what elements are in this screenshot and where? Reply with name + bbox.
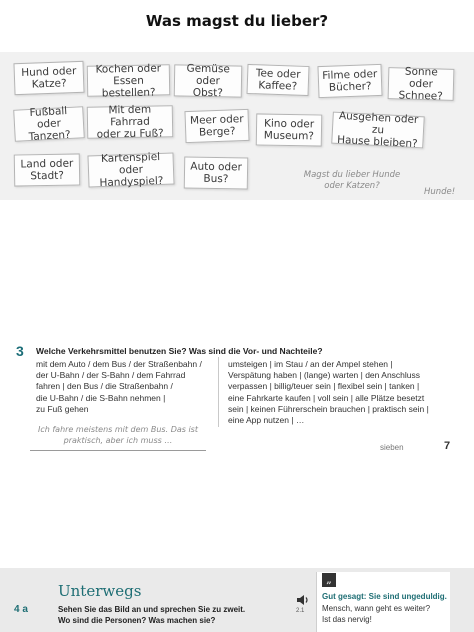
example-question: Magst du lieber Hunde oder Katzen? bbox=[303, 170, 401, 191]
audio-track-number: 2.1 bbox=[296, 608, 305, 614]
question-card: Kino oder Museum? bbox=[256, 113, 323, 146]
question-card: Tee oder Kaffee? bbox=[246, 64, 309, 96]
gut-gesagt-title: Gut gesagt: Sie sind ungeduldig. bbox=[322, 592, 447, 601]
exercise-3-number: 3 bbox=[16, 343, 24, 359]
transport-options: mit dem Auto / dem Bus / der Straßenbahn / der U-Bahn / der S-Bahn / dem Fahrrad fahren | den Bus / die Straßenbahn / die U-Bahn / die S-Bahn nehmen | zu Fuß gehen bbox=[36, 359, 202, 414]
speech-bubble-line bbox=[30, 450, 206, 451]
exercise-3-question: Welche Verkehrsmittel benutzen Sie? Was sind die Vor- und Nachteile? bbox=[36, 346, 323, 356]
example-answer-bubble: Ich fahre meistens mit dem Bus. Das ist praktisch, aber ich muss … bbox=[37, 425, 198, 445]
question-card: Auto oder Bus? bbox=[184, 156, 249, 189]
example-answer: Hunde! bbox=[424, 187, 456, 197]
exercise-4a-text: Sehen Sie das Bild an und sprechen Sie zu zweit. Wo sind die Personen? Was machen sie? bbox=[58, 605, 246, 625]
question-card: Fußball oder Tanzen? bbox=[13, 106, 85, 142]
question-card: Meer oder Berge? bbox=[184, 109, 249, 143]
question-card: Kartenspiel oder Handyspiel? bbox=[87, 153, 174, 188]
page-number-word: sieben bbox=[380, 443, 404, 452]
quote-icon: „ bbox=[322, 573, 336, 587]
question-card: Hund oder Katze? bbox=[13, 61, 84, 95]
pros-cons-options: umsteigen | im Stau / an der Ampel stehen | Verspätung haben | (lange) warten | den Anschluss verpassen | billig/teuer sein | flexibel sein | tanken | eine Fahrkarte kaufen | voll sein | alle Plätze besetzt sein | keinen Führerschein brauchen | praktisch sein | eine App nutzen | … bbox=[228, 359, 429, 426]
page-title: Was magst du lieber? bbox=[145, 12, 329, 30]
speaker-icon[interactable] bbox=[296, 594, 310, 606]
exercise-4a-label: 4 a bbox=[14, 604, 28, 615]
question-card: Land oder Stadt? bbox=[14, 153, 81, 186]
question-card: Filme oder Bücher? bbox=[317, 64, 382, 98]
gut-gesagt-text: Mensch, wann geht es weiter? Ist das nervig! bbox=[322, 604, 431, 624]
question-card: Gemüse oder Obst? bbox=[174, 64, 243, 97]
unit-title: Unterwegs bbox=[58, 582, 142, 600]
question-card: Ausgehen oder zu Hause bleiben? bbox=[331, 112, 425, 149]
page-number: 7 bbox=[444, 440, 451, 452]
question-card: Sonne oder Schnee? bbox=[388, 67, 455, 101]
question-card: Mit dem Fahrrad oder zu Fuß? bbox=[87, 105, 174, 138]
question-card: Kochen oder Essen bestellen? bbox=[87, 64, 171, 96]
column-divider bbox=[218, 357, 219, 427]
